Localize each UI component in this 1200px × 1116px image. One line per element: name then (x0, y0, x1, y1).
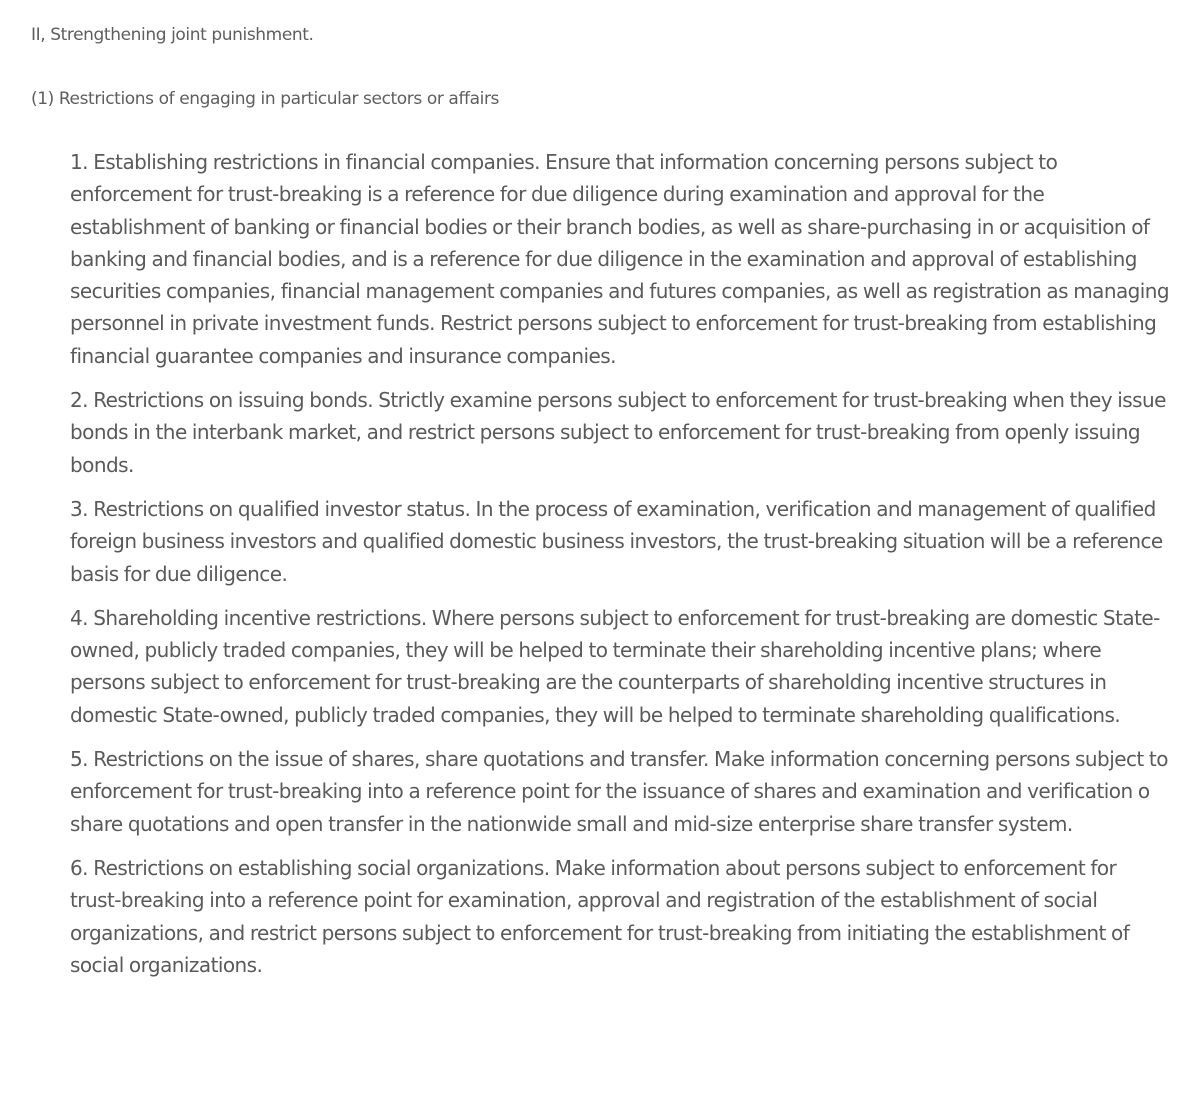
restriction-item-4: 4. Shareholding incentive restrictions. Where persons subject to enforcement for trust-breaking are domestic State-owned, publicly traded companies, they will be helped to terminate their shareholding incentive plans; where persons subject to enforcement for trust-breaking are the counterparts of shareholding incentive structures in domestic State-owned, publicly traded companies, they will be helped to terminate shareholding qualifications. (70, 605, 1160, 727)
restriction-item-5: 5. Restrictions on the issue of shares, share quotations and transfer. Make information concerning persons subject to enforcement for trust-breaking into a reference point for the issuance of shares and examination and verification o share quotations and open transfer in the nationwide small and mid-size enterprise share transfer system. (70, 747, 1168, 836)
restriction-item-6: 6. Restrictions on establishing social organizations. Make information about persons subject to enforcement for trust-breaking into a reference point for examination, approval and registration of the establishment of social organizations, and restrict persons subject to enforcement for trust-breaking from initiating the establishment of social organizations. (70, 855, 1130, 977)
restriction-list (70, 146, 1170, 981)
section-heading: II, Strengthening joint punishment. (31, 25, 314, 45)
restriction-item-3: 3. Restrictions on qualified investor status. In the process of examination, verification and management of qualified foreign business investors and qualified domestic business investors, the trust-breaking situation will be a reference basis for due diligence. (70, 496, 1163, 586)
restriction-item-1: 1. Establishing restrictions in financial companies. Ensure that information concerning persons subject to enforcement for trust-breaking is a reference for due diligence during examination and approval for the establishment of banking or financial bodies or their branch bodies, as well as share-purchasing in or acquisition of banking and financial bodies, and is a reference for due diligence in the examination and approval of establishing securities companies, financial management companies and futures companies, as well as registration as managing personnel in private investment funds. Restrict persons subject to enforcement for trust-breaking from establishing financial guarantee companies and insurance companies. (70, 150, 1170, 368)
restriction-item-2: 2. Restrictions on issuing bonds. Strictly examine persons subject to enforcement for trust-breaking when they issue bonds in the interbank market, and restrict persons subject to enforcement for trust-breaking from openly issuing bonds. (70, 388, 1166, 477)
sub-heading: (1) Restrictions of engaging in particular sectors or affairs (31, 89, 500, 109)
